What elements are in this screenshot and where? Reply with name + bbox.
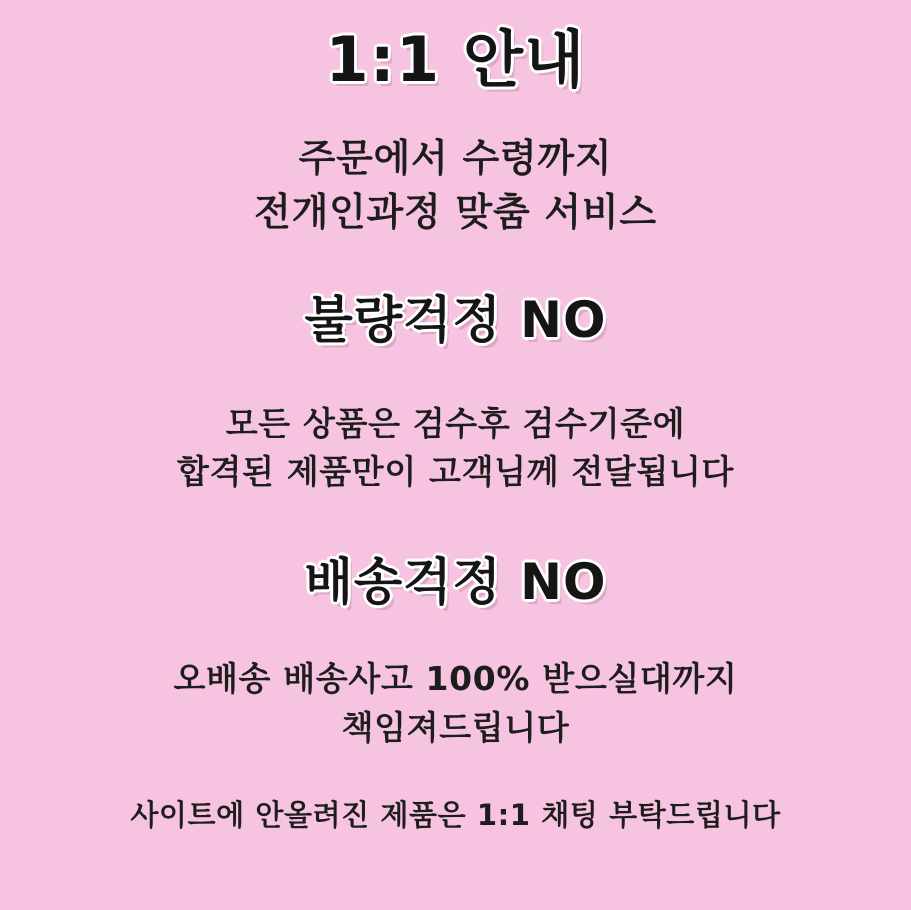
footer-note: 사이트에 안올려진 제품은 1:1 채팅 부탁드립니다	[130, 798, 781, 833]
section-1-line-2: 합격된 제품만이 고객님께 전달됩니다	[176, 451, 735, 491]
intro-line-1: 주문에서 수령까지	[298, 136, 613, 181]
section-2-line-2: 책임져드립니다	[341, 707, 570, 747]
section-2-heading: 배송걱정 NO	[304, 552, 607, 611]
section-2-line-1: 오배송 배송사고 100% 받으실대까지	[173, 659, 738, 699]
section-1-heading: 불량걱정 NO	[304, 291, 607, 350]
page-title: 1:1 안내	[325, 23, 586, 96]
section-1-line-1: 모든 상품은 검수후 검수기준에	[225, 403, 686, 443]
intro-line-2: 전개인과정 맞춤 서비스	[254, 190, 657, 235]
